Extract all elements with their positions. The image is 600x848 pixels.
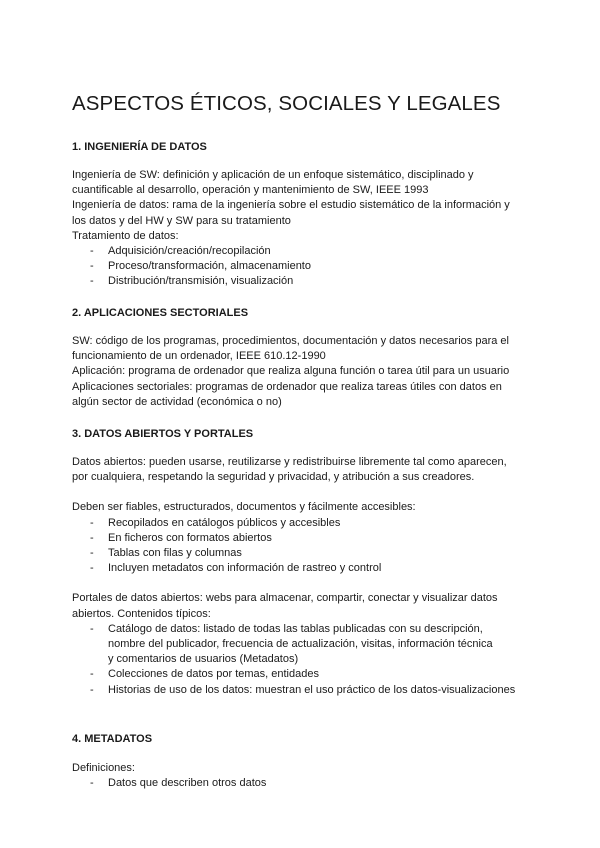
list-item: - Colecciones de datos por temas, entidades: [72, 667, 540, 682]
paragraph-line: Definiciones:: [72, 762, 135, 774]
list-item: [72, 622, 540, 668]
list-item: - Proceso/transformación, almacenamiento: [72, 259, 540, 274]
paragraph-line: Aplicaciones sectoriales: programas de ordenador que realiza tareas útiles con datos en: [72, 380, 502, 393]
section-heading: 4. METADATOS: [72, 733, 153, 745]
list-item-line: y comentarios de usuarios (Metadatos): [108, 653, 299, 666]
paragraph-line: Datos abiertos: pueden usarse, reutilizarse y redistribuirse libremente tal como aparecen,: [72, 456, 507, 468]
bullet-list: [72, 776, 540, 791]
paragraph-line: funcionamiento de un ordenador, IEEE 610.12-1990: [72, 350, 326, 363]
list-item: - Datos que describen otros datos: [72, 776, 540, 791]
page-title: ASPECTOS ÉTICOS, SOCIALES Y LEGALES: [72, 92, 501, 115]
paragraph-line: los datos y del HW y SW para su tratamiento: [72, 214, 291, 227]
list-item: - Incluyen metadatos con información de rastreo y control: [72, 561, 540, 576]
list-item: - Recopilados en catálogos públicos y accesibles: [72, 516, 540, 531]
list-item: - Tablas con filas y columnas: [72, 546, 540, 561]
paragraph-line: abiertos. Contenidos típicos:: [72, 607, 211, 620]
list-item-line: nombre del publicador, frecuencia de actualización, visitas, información técnica: [108, 638, 493, 651]
list-item: - Adquisición/creación/recopilación: [72, 244, 540, 259]
list-item: - En ficheros con formatos abiertos: [72, 531, 540, 546]
section-aplicaciones-sectoriales: [72, 306, 540, 410]
section-ingenieria-datos: [72, 140, 540, 290]
section-heading: 1. INGENIERÍA DE DATOS: [72, 141, 207, 153]
list-item-line: - Catálogo de datos: listado de todas las tablas publicadas con su descripción,: [108, 622, 483, 635]
section-metadatos: [72, 732, 540, 791]
bullet-list: [72, 244, 540, 290]
paragraph-line: Portales de datos abiertos: webs para almacenar, compartir, conectar y visualizar datos: [72, 592, 498, 605]
paragraph-line: Ingeniería de SW: definición y aplicación de un enfoque sistemático, disciplinado y: [72, 169, 474, 181]
paragraph-line: Aplicación: programa de ordenador que realiza alguna función o tarea útil para un usuario: [72, 365, 510, 378]
list-item: - Distribución/transmisión, visualización: [72, 274, 540, 289]
paragraph-line: por cualquiera, respetando la seguridad y privacidad, y atribución a sus creadores.: [72, 471, 475, 484]
paragraph-line: Ingeniería de datos: rama de la ingeniería sobre el estudio sistemático de la información y: [72, 199, 510, 212]
paragraph-line: cuantificable al desarrollo, operación y mantenimiento de SW, IEEE 1993: [72, 184, 429, 197]
paragraph-line: SW: código de los programas, procedimientos, documentación y datos necesarios para el: [72, 335, 509, 347]
bullet-list: [72, 622, 540, 698]
list-item: - Historias de uso de los datos: muestran el uso práctico de los datos-visualizaciones: [72, 683, 540, 698]
paragraph-line: Deben ser fiables, estructurados, documentos y fácilmente accesibles:: [72, 501, 416, 514]
paragraph-line: algún sector de actividad (económica o no): [72, 395, 282, 408]
bullet-list: [72, 516, 540, 577]
section-heading: 3. DATOS ABIERTOS Y PORTALES: [72, 428, 254, 440]
paragraph-line: Tratamiento de datos:: [72, 229, 179, 242]
section-datos-abiertos: [72, 427, 540, 698]
section-heading: 2. APLICACIONES SECTORIALES: [72, 307, 249, 319]
